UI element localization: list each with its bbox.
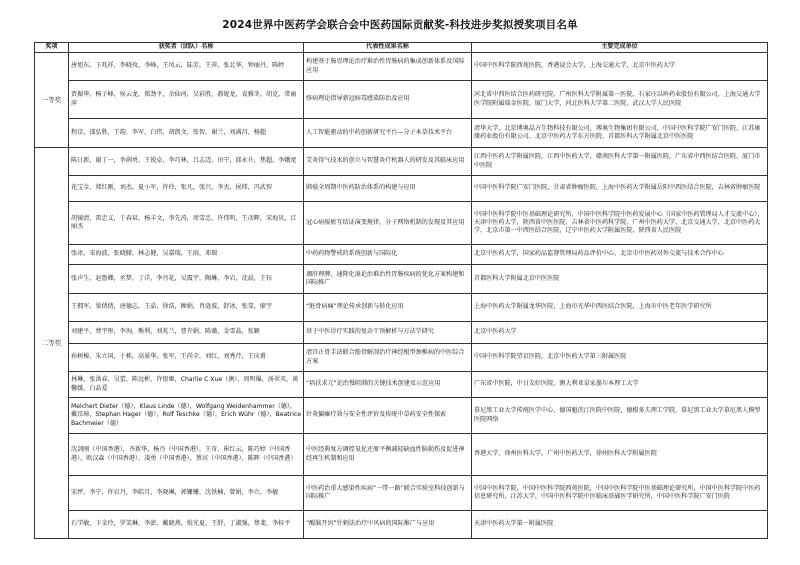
awardee-names: 贾振华，杨子峰，侯云龙，郑劲平，余仙河，吴彩胜，郝妮龙，袁雅冬，胡克，常丽萍 — [69, 81, 304, 119]
achievement-name: 冠心病痰瘀互结证演变规律，分子网络机制的发现及其应用 — [304, 202, 472, 245]
table-row — [35, 511, 768, 539]
awardee-names: 刘建平，费宇彤，李洵，熊利，刘兆兰，曹卉娟，陈薇，金雪晶，张颖 — [69, 322, 304, 344]
awardee-names: 张冰，宋海波，张晓朦，林志健，吴嘉瑞，王雨，邓瑞 — [69, 245, 304, 265]
completion-units: 香港大学，徐州医科大学，广州中医药大学，徐州医科大学附属医院 — [472, 434, 768, 476]
table-row — [35, 119, 768, 148]
table-row — [35, 148, 768, 176]
achievement-name: 艾灸得气技术的创立与智慧灸疗机器人的研发及其临床应用 — [304, 148, 472, 176]
awardee-names: 林琳，张洪春，吴蕾，陈远彬，许银姬，Charlie C Xue（澳），周明爆，汤翠英，谈馨媛，白晶爱 — [69, 372, 304, 398]
achievement-name: 中药药物警戒的系统创新与国际化 — [304, 245, 472, 265]
completion-units: 上海中医药大学附属龙华医院，上海市光华中西医结合医院，上海市中医老年医学研究所 — [472, 294, 768, 322]
award-level-first: 一等奖 — [35, 53, 69, 148]
completion-units: 中国中医科学院广安门医院，甘肃省肿瘤医院，上海中医药大学附属岳阳中西医结合医院，吉林省肿瘤医院 — [472, 176, 768, 202]
table-row — [35, 81, 768, 119]
table-row — [35, 322, 768, 344]
completion-units: 北京中医药大学，国家药品监督管理局药品评价中心，北京市中医药对外交流与技术合作中心 — [472, 245, 768, 265]
completion-units: 中国中医科学院，中国中医科学院西苑医院，中国中医科学院中医基础理论研究所，中国中医科学院中医药信息研究所，江苏大学，中国中医科学院中医临床基础医学研究所，中国中医科学院广安门医院 — [472, 476, 768, 511]
achievement-name: 人工智能驱动的中药创新研究平台—分子本草技术平台 — [304, 119, 472, 148]
awardee-names: 宋坪，李宁，许岩丹，李皓月，李晓琳，郭姗姗，沈铁楠，曾娟，李立，李敏 — [69, 476, 304, 511]
table-row — [35, 245, 768, 265]
awardee-names: 程京，邵弘胜，王韵，李军，白伟，胡凯文，张智，谢兰，刘满昌，杨超 — [69, 119, 304, 148]
achievement-name: 构建基于肠胃理论治疗难治性胃肠病的集成创新体系及国际应用 — [304, 53, 472, 81]
completion-units: 中国中医科学院西苑医院，香港浸会大学，上海交通大学，北京中医药大学 — [472, 53, 768, 81]
awardee-names: 王拥军，梁倩倩，唐德志，王晶，徐浩，顾娟，肖涟波，舒冰，张显，廖宇 — [69, 294, 304, 322]
table-row — [35, 476, 768, 511]
awardee-names: Melchert Dieter（德），Klaus Linde（德），Wolfgang Weidenhammer（德），戴京璋，Stephan Hager（德），Rolf Teschke（德），Erich Wühr（德），Beatrice Bachmeier（德） — [69, 398, 304, 434]
achievement-name: 络病理论指导新冠病毒感染防治及应用 — [304, 81, 472, 119]
table-row — [35, 398, 768, 434]
table-header-row — [35, 43, 768, 53]
completion-units: 慕尼黑工业大学传统医学中心，德国魁茨汀医院中医院，德根多夫理工学院，慕尼黑工业大学慕尼黑人模型医院网络 — [472, 398, 768, 434]
table-row — [35, 53, 768, 81]
awardee-names: 花宝金，郑红刚，刘杰，夏小军，许玲，张凡，张兴，李杰，侯炜，冯武智 — [69, 176, 304, 202]
achievement-name: 中医经典复方调控氧化还原平衡减轻缺血性脑损伤及促进神经再生机制和应用 — [304, 434, 472, 476]
completion-units: 广东省中医院，中日友好医院，澳大利亚皇家墨尔本理工大学 — [472, 372, 768, 398]
awardee-names: 唐旭东，卞兆祥，李晓玫，李峰，王凤云，陆芳，王萍，张北华，钟丽丹，陈婷 — [69, 53, 304, 81]
completion-units: 中国中医科学院望京医院，北京中医药大学第三附属医院 — [472, 344, 768, 372]
achievement-name: “培扶求元”论治慢阻肺的关键技术创建及示范应用 — [304, 372, 472, 398]
completion-units: 天津中医药大学第一附属医院 — [472, 511, 768, 539]
header-award-level: 奖项 — [35, 43, 69, 53]
header-achievement: 代表性成果名称 — [304, 43, 472, 53]
awardee-names: 张声生，赵鲁卿，丞梦，丁洋，李丹花，吴震宇，陶琳，李岩，沈晨，王钰 — [69, 265, 304, 294]
table-row — [35, 294, 768, 322]
table-row — [35, 434, 768, 476]
header-unit: 主要完成单位 — [472, 43, 768, 53]
achievement-name: 基于中医诊疗实践的复杂干预解析与方法学研究 — [304, 322, 472, 344]
awardee-names: 沈剑刚（中国香港），齐新华，杨丹（中国香港），王奇，崔红云，陈巧婷（中国香港），欧汉森（中国香港），凌勇（中国香港），蔡宾（中国香港），陈晖（中国香港） — [69, 434, 304, 476]
awardee-names: 石学敏，卞金玲，罗笑琳，李澎，戴晓燕，倪光夏，王舒，丁淑强，蔡斐，李桂平 — [69, 511, 304, 539]
awardee-names: 孙树椿，朱立国，于栋，高景华，张军，王尚全，刘红，刘秀芹，王庆甫 — [69, 344, 304, 372]
header-awardee: 获奖者（团队）名称 — [69, 43, 304, 53]
completion-units: 首都医科大学附属北京中医医院 — [472, 265, 768, 294]
achievement-name: 调肝理脾、通降化湿论治难治性胃肠疾病的优化方案构建和国际推广 — [304, 265, 472, 294]
award-table — [34, 42, 768, 539]
achievement-name: 肺癌全周期中医药防治体系的构建与应用 — [304, 176, 472, 202]
table-row — [35, 265, 768, 294]
awardee-names: 陈日新，谢丁一，李润勇，王锐卓，李巧林，吕志迈，田宁，邱永升，焦超，李娥宽 — [69, 148, 304, 176]
document-title: 2024世界中医药学会联合会中医药国际贡献奖-科技进步奖拟授奖项目名单 — [222, 19, 578, 31]
achievement-name: 针灸偏瘫疗效与安全性评价及传统中草药安全性探索 — [304, 398, 472, 434]
awardee-names: 胡镜清，雷忠义，于春泉，杨丰文，李先涛，周雪忠，许伟明，王彦晖，宋海贝，江丽杰 — [69, 202, 304, 245]
achievement-name: 清宫正骨手法联合筋骨解剖治疗神经根型颈椎病的中医综合方案 — [304, 344, 472, 372]
completion-units: 北京中医药大学 — [472, 322, 768, 344]
achievement-name: “醒脑开窍”针刺法治疗中风病的国际推广与应用 — [304, 511, 472, 539]
table-row — [35, 344, 768, 372]
completion-units: 清华大学，北京博奥晶方生物科技有限公司，博奥生物集团有限公司，中国中医科学院广安门医院，江苏康缘药业股份有限公司，北京中医药大学东方医院，首都医科大学附属北京中医医院 — [472, 119, 768, 148]
completion-units: 河北省中西医结合医药研究院，广州医科大学附属第一医院，石家庄以岭药业股份有限公司，上海交通大学医学院附属瑞金医院，厦门大学，河北医科大学第二医院，武汉大学人民医院 — [472, 81, 768, 119]
achievement-name: “脏骨病痛”理论传承创新与转化应用 — [304, 294, 472, 322]
award-level-second: 二等奖 — [35, 148, 69, 539]
achievement-name: 中医药治重大感染性疾病“一带一路”联合实验室科技创新与国际推广 — [304, 476, 472, 511]
table-row — [35, 202, 768, 245]
completion-units: 江西中医药大学附属医院，江西中医药大学，赣南医科大学第一附属医院，广东省中西医结合医院，厦门市中医院 — [472, 148, 768, 176]
table-row — [35, 176, 768, 202]
table-row — [35, 372, 768, 398]
completion-units: 中国中医科学院中医基础理论研究所，中国中医科学院中医药发展中心（国家中医药管理局人才交流中心），天津中医药大学，陕西省中医医院，吉林省中医药科学院，广州中医药大学，北京交通大学，北京中医药大学，北京市第一中西医结合医院，辽宁中医药大学附属医院，陕西省人民医院 — [472, 202, 768, 245]
